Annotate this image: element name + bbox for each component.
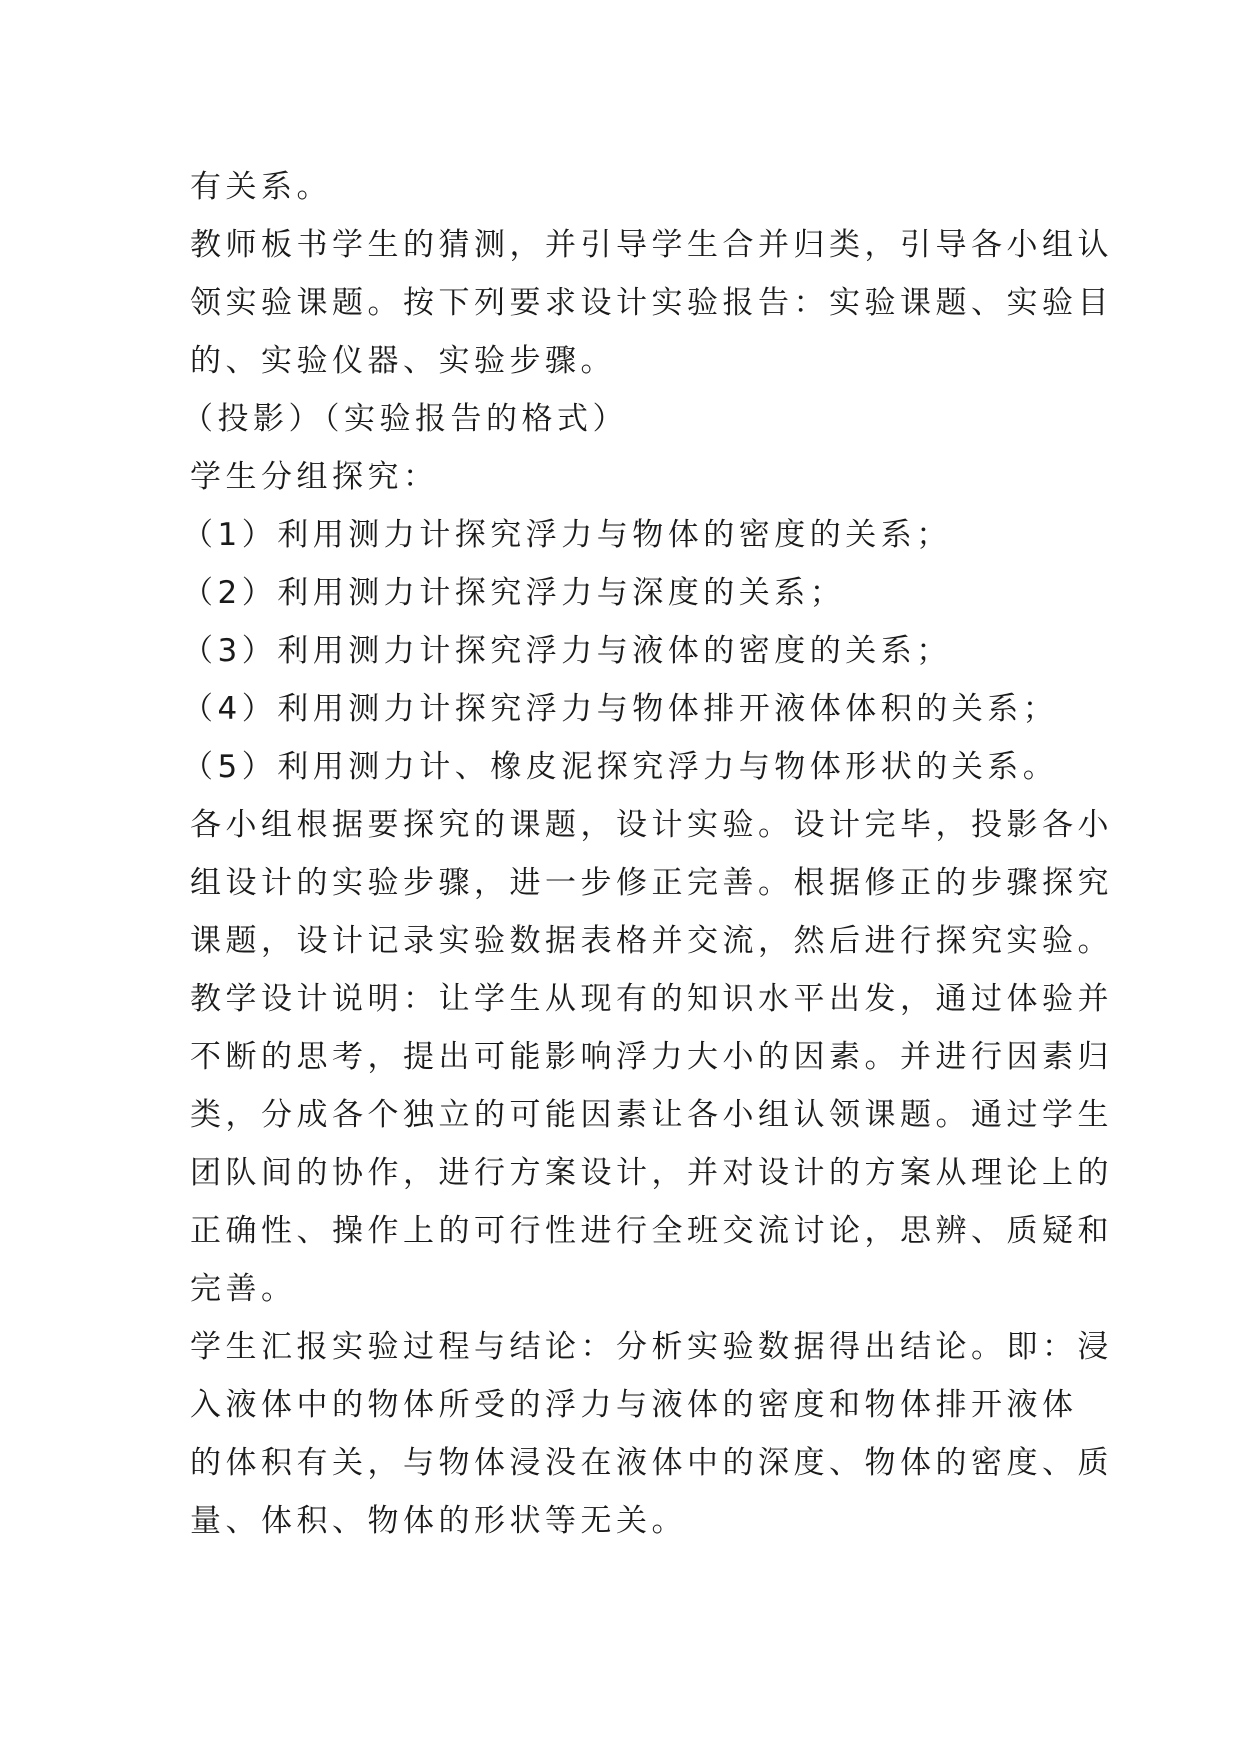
text-line: 类，分成各个独立的可能因素让各小组认领课题。通过学生: [190, 1097, 1113, 1133]
list-item: （2）利用测力计探究浮力与深度的关系；: [182, 575, 846, 611]
text-line: 的体积有关，与物体浸没在液体中的深度、物体的密度、质: [190, 1445, 1113, 1481]
list-item: （5）利用测力计、橡皮泥探究浮力与物体形状的关系。: [182, 749, 1059, 785]
text-line: 教师板书学生的猜测，并引导学生合并归类，引导各小组认: [190, 227, 1113, 263]
list-item: （4）利用测力计探究浮力与物体排开液体体积的关系；: [182, 691, 1059, 727]
text-line: 有关系。: [190, 169, 332, 205]
text-line: 量、体积、物体的形状等无关。: [190, 1503, 687, 1539]
text-line: 领实验课题。按下列要求设计实验报告：实验课题、实验目: [190, 285, 1113, 321]
text-line: （投影）（实验报告的格式）: [182, 401, 628, 437]
text-line: 学生汇报实验过程与结论：分析实验数据得出结论。即：浸: [190, 1329, 1113, 1365]
list-item: （3）利用测力计探究浮力与液体的密度的关系；: [182, 633, 952, 669]
text-line: 团队间的协作，进行方案设计，并对设计的方案从理论上的: [190, 1155, 1113, 1191]
list-item: （1）利用测力计探究浮力与物体的密度的关系；: [182, 517, 952, 553]
text-line: 正确性、操作上的可行性进行全班交流讨论，思辨、质疑和: [190, 1213, 1113, 1249]
text-line: 不断的思考，提出可能影响浮力大小的因素。并进行因素归: [190, 1039, 1113, 1075]
text-line: 课题，设计记录实验数据表格并交流，然后进行探究实验。: [190, 923, 1113, 959]
text-line: 的、实验仪器、实验步骤。: [190, 343, 616, 379]
text-line: 完善。: [190, 1271, 297, 1307]
text-line: 学生分组探究：: [190, 459, 439, 495]
text-line: 各小组根据要探究的课题，设计实验。设计完毕，投影各小: [190, 807, 1113, 843]
text-line: 入液体中的物体所受的浮力与液体的密度和物体排开液体: [190, 1387, 1078, 1423]
document-body: [182, 158, 1113, 1550]
text-line: 教学设计说明：让学生从现有的知识水平出发，通过体验并: [190, 981, 1113, 1017]
text-line: 组设计的实验步骤，进一步修正完善。根据修正的步骤探究: [190, 865, 1113, 901]
